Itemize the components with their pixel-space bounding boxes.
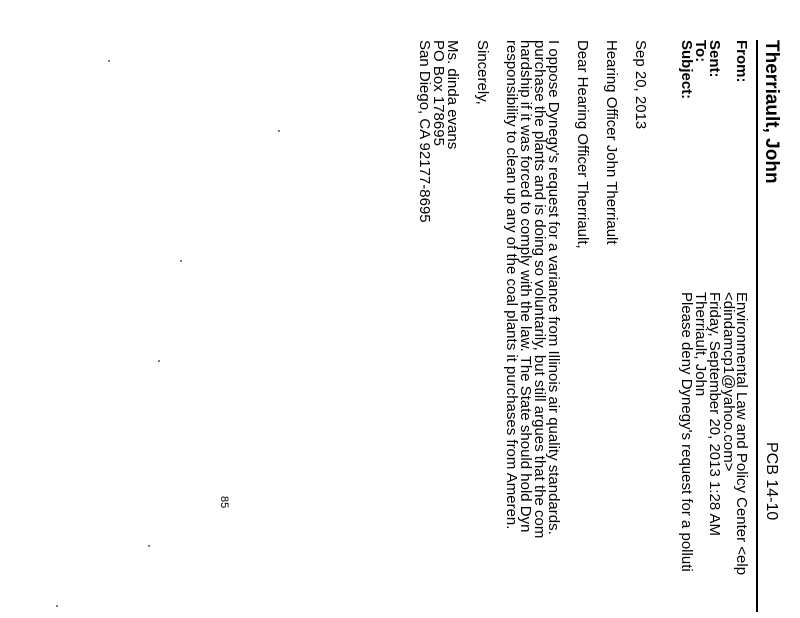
recipient-line: Hearing Officer John Therriault — [603, 40, 620, 245]
from-email: <dindamcp1@yahoo.com> — [720, 292, 737, 472]
signature-name: Ms. dinda evans — [444, 40, 461, 150]
subject-value: Please deny Dynegy's request for a polluti — [678, 292, 695, 572]
sent-value: Friday, September 20, 2013 1:28 AM — [706, 292, 723, 537]
signature-address: PO Box 178695 — [430, 40, 447, 146]
docket-number: PCB 14-10 — [763, 442, 780, 521]
scan-speck — [56, 605, 58, 607]
from-value: Environmental Law and Policy Center <elp — [733, 292, 750, 576]
sent-label: Sent: — [706, 40, 723, 78]
subject-label: Subject: — [678, 40, 695, 100]
body-line: hardship if it was forced to comply with the law. The State should hold Dyn — [517, 40, 534, 533]
sender-name: Therriault, John — [761, 40, 782, 184]
to-value: Therriault, John — [692, 292, 709, 397]
body-line: responsibility to clean up any of the coal plants it purchases from Ameren. — [503, 40, 520, 530]
scan-speck — [158, 360, 160, 362]
scan-speck — [108, 60, 110, 62]
header-rule — [756, 40, 758, 612]
scan-speck — [180, 260, 182, 262]
scan-speck — [278, 130, 280, 132]
scan-speck — [148, 545, 150, 547]
salutation: Dear Hearing Officer Therriault, — [574, 40, 591, 249]
page-number: 85 — [218, 496, 230, 509]
letter-date: Sep 20, 2013 — [632, 40, 649, 130]
body-line: purchase the plants and is doing so voluntarily, but still argues that the com — [531, 40, 548, 539]
to-label: To: — [692, 40, 709, 63]
body-line: I oppose Dynegy's request for a variance from Illinois air quality standards. — [545, 40, 562, 535]
closing: Sincerely, — [474, 40, 491, 105]
from-label: From: — [733, 40, 750, 83]
signature-city: San Diego, CA 92177-8695 — [416, 40, 433, 223]
